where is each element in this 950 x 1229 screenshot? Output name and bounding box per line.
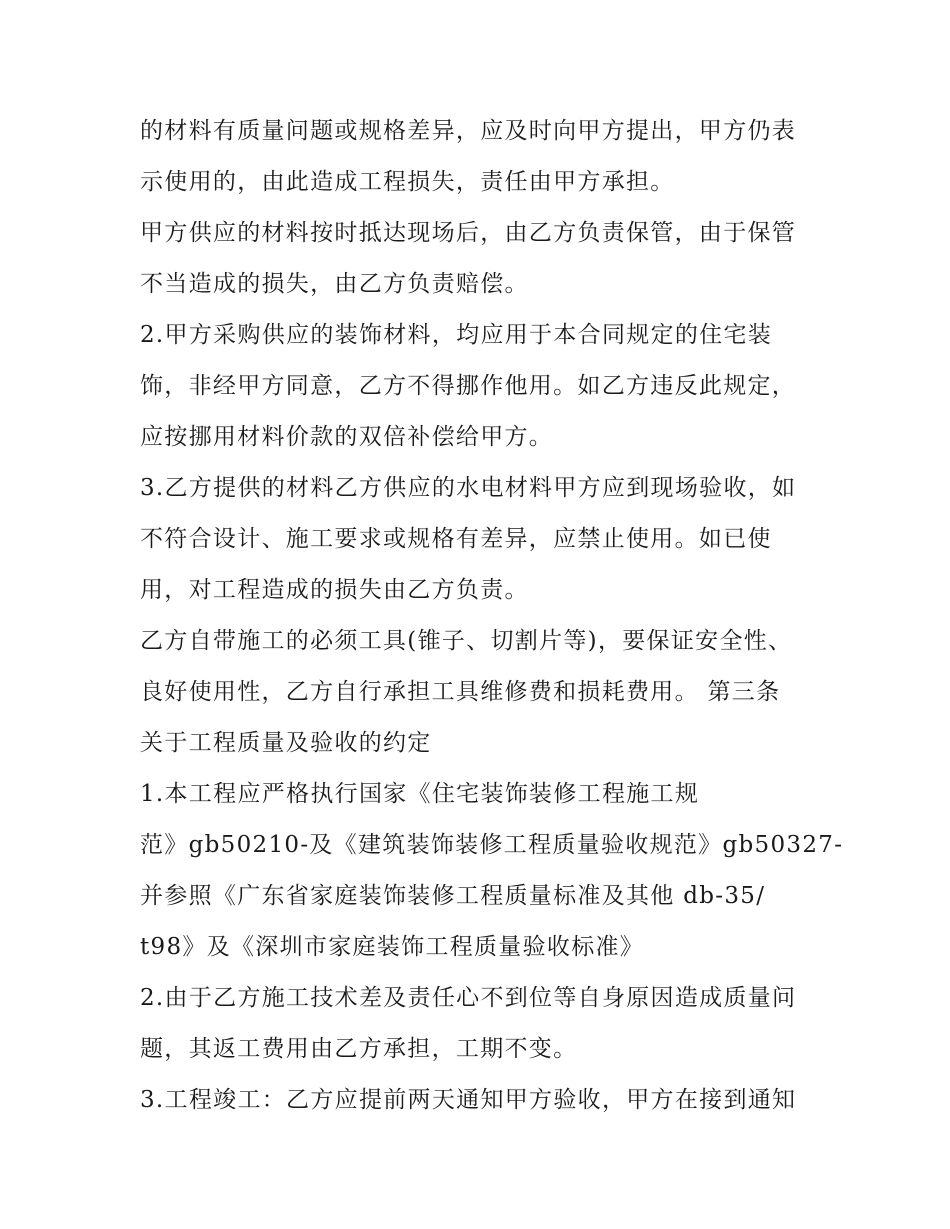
text-line: 示使用的，由此造成工程损失，责任由甲方承担。 [140,169,675,195]
text-line: 甲方供应的材料按时抵达现场后，由乙方负责保管，由于保管 [140,220,797,246]
text-line: 3.乙方提供的材料乙方供应的水电材料甲方应到现场验收，如 [140,475,797,501]
text-line: 不当造成的损失，由乙方负责赔偿。 [140,271,529,297]
text-line: 并参照《广东省家庭装饰装修工程质量标准及其他 db-35/ [140,883,766,909]
text-line: 1.本工程应严格执行国家《住宅装饰装修工程施工规 [140,781,700,807]
text-line: 用，对工程造成的损失由乙方负责。 [140,577,529,603]
text-line: 不符合设计、施工要求或规格有差异，应禁止使用。如已使 [140,526,772,552]
text-line: 饰，非经甲方同意，乙方不得挪作他用。如乙方违反此规定， [140,373,797,399]
text-line: t98》及《深圳市家庭装饰工程质量验收标准》 [140,934,645,960]
text-line: 题，其返工费用由乙方承担，工期不变。 [140,1036,578,1062]
text-line: 良好使用性，乙方自行承担工具维修费和损耗费用。 第三条 [140,679,781,705]
text-line: 关于工程质量及验收的约定 [140,730,432,756]
text-line: 的材料有质量问题或规格差异，应及时向甲方提出，甲方仍表 [140,118,797,144]
text-line: 2.由于乙方施工技术差及责任心不到位等自身原因造成质量问 [140,985,797,1011]
text-line: 3.工程竣工：乙方应提前两天通知甲方验收，甲方在接到通知 [140,1087,797,1113]
text-line: 乙方自带施工的必须工具(锥子、切割片等)，要保证安全性、 [140,628,793,654]
document-body [140,106,844,1126]
text-line: 范》gb50210-及《建筑装饰装修工程质量验收规范》gb50327- [140,832,844,858]
text-line: 应按挪用材料价款的双倍补偿给甲方。 [140,424,554,450]
text-line: 2.甲方采购供应的装饰材料，均应用于本合同规定的住宅装 [140,322,773,348]
